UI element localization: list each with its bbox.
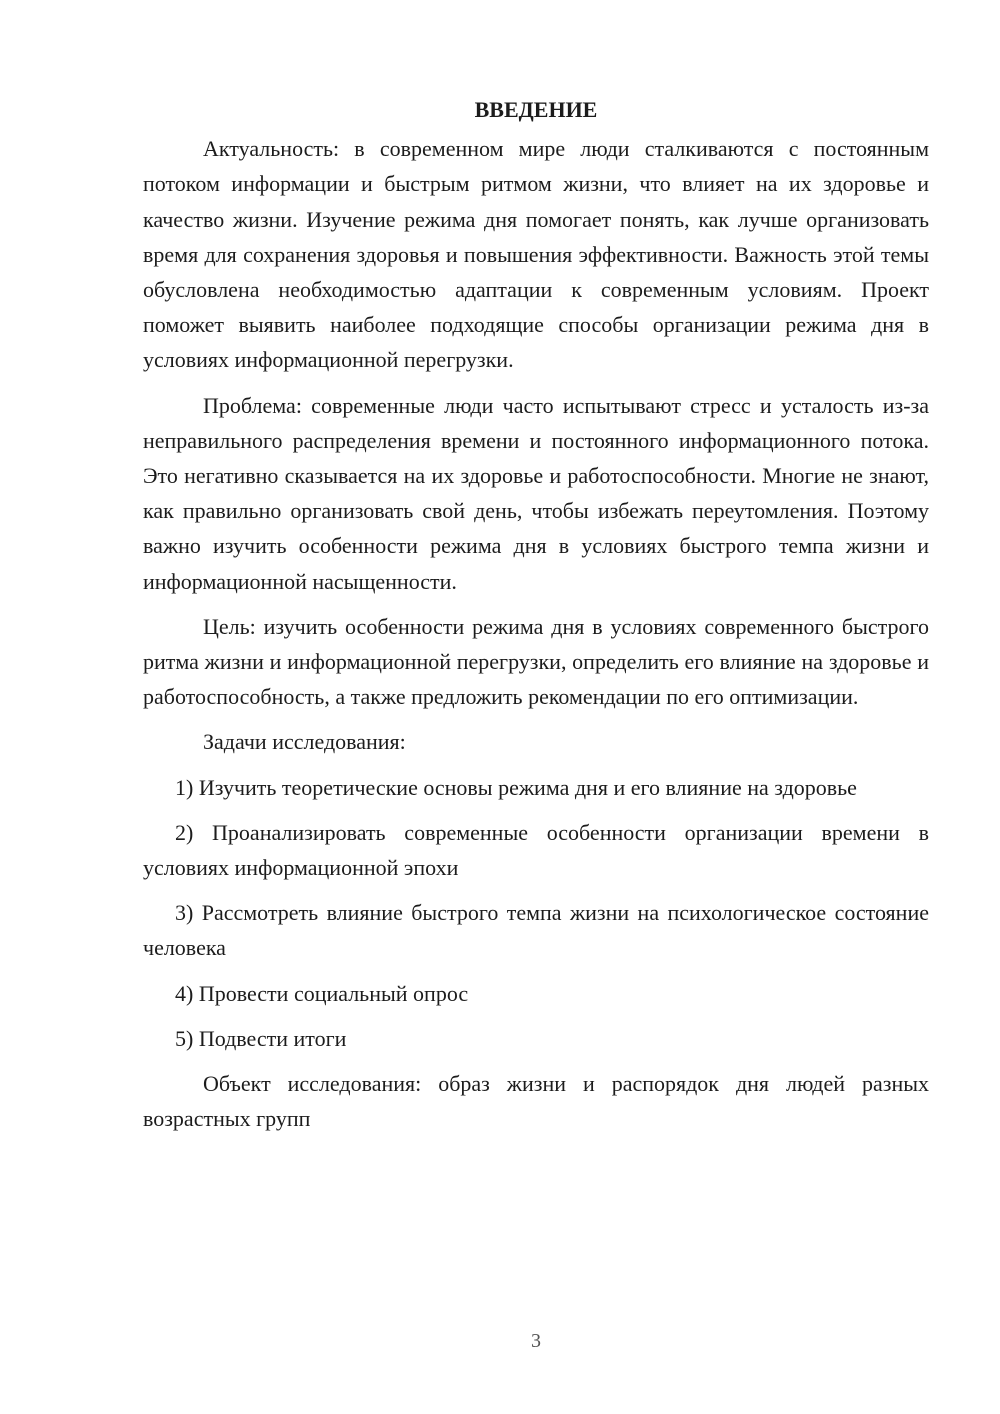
paragraph-object: Объект исследования: образ жизни и распорядок дня людей разных возрастных групп [143, 1071, 929, 1132]
paragraph-problem: Проблема: современные люди часто испытывают стресс и усталость из-за неправильного распределения времени и постоянного информационного потока. Это негативно сказывается на их здоровье и работоспособности. Многие не знают, как правильно организовать свой день, чтобы избежать переутомления. Поэтому важно изучить особенности режима дня в условиях быстрого темпа жизни и информационной насыщенности. [143, 392, 929, 594]
task-item-4: 4) Провести социальный опрос [175, 980, 469, 1006]
task-item-1: 1) Изучить теоретические основы режима дня и его влияние на здоровье [175, 774, 857, 800]
page-number: 3 [531, 1330, 541, 1352]
task-item-3: 3) Рассмотреть влияние быстрого темпа жизни на психологическое состояние человека [143, 900, 929, 961]
tasks-heading: Задачи исследования: [203, 729, 406, 755]
page-title: ВВЕДЕНИЕ [474, 97, 598, 122]
paragraph-relevance: Актуальность: в современном мире люди сталкиваются с постоянным потоком информации и быстрым ритмом жизни, что влияет на их здоровье и качество жизни. Изучение режима дня помогает понять, как лучше организовать время для сохранения здоровья и повышения эффективности. Важность этой темы обусловлена необходимостью адаптации к современным условиям. Проект поможет выявить наиболее подходящие способы организации режима дня в условиях информационной перегрузки. [143, 136, 929, 373]
paragraph-goal: Цель: изучить особенности режима дня в условиях современного быстрого ритма жизни и информационной перегрузки, определить его влияние на здоровье и работоспособность, а также предложить рекомендации по его оптимизации. [143, 613, 929, 710]
document-page [143, 92, 929, 1146]
task-item-2: 2) Проанализировать современные особенности организации времени в условиях информационной эпохи [143, 819, 929, 881]
task-item-5: 5) Подвести итоги [175, 1025, 347, 1051]
